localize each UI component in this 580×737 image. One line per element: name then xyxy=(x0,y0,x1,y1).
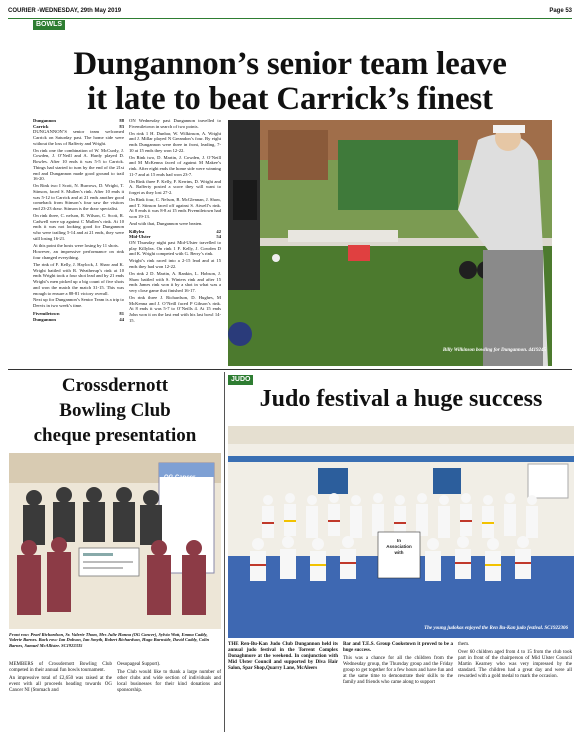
bowls-column-2 xyxy=(129,118,221,325)
issue-date: COURIER -WEDNESDAY, 29th May 2019 xyxy=(8,8,122,14)
headline-line: Bowling Club xyxy=(59,400,171,421)
article-paragraph: This was a chance for all the children from the Wednesday group, the Thursday group and the Friday group to get together for a few hours and have fun and at the same time to demonstrate their skills to the family and friends who came along to support xyxy=(343,655,453,685)
header-rule xyxy=(8,18,572,19)
article-paragraph: And with that, Dungannon were beaten. xyxy=(129,220,203,226)
headline-line-2: it late to beat Carrick’s finest xyxy=(87,81,493,117)
crossdernott-column-1 xyxy=(9,662,112,695)
article-paragraph: On Rink four, C. Nelson, B. McGlennan, J. Shaw, and T. Stinson faced off against S. Atwell’s rink. At 8 ends it was 8-8 at 15 ends Fivemiletown had won 19-13. xyxy=(129,196,221,219)
bowls-photo xyxy=(228,120,552,366)
judo-column-1 xyxy=(228,642,338,674)
sign-line: with xyxy=(394,550,404,555)
page-number: Page 53 xyxy=(549,8,572,14)
article-paragraph: them. xyxy=(458,642,470,647)
article-paragraph: However, an impressive performance on rink four changed everything. xyxy=(33,249,124,261)
article-paragraph: On rink 2 D. Martin, A. Rankin, L. Hobson, J. Shaw battled with S. Winters rink and after 15 ends James rink won it by a shot in what was a very close game that finished 16-17. xyxy=(129,270,221,293)
article-paragraph: Oesopageal Support). xyxy=(117,662,161,667)
sign-line: Association xyxy=(386,544,412,549)
article-paragraph: The Club would like to thank a large number of other clubs and wide section of individuals and local businesses for their kind donations and sponsorship. xyxy=(117,669,221,693)
cheque-photo xyxy=(9,453,221,629)
article-paragraph: On rink one the combination of W. McCurdy, J. Cowden, J. O’Neill and A. Hardy played D. Bowles. After 10 ends it was 5-5 to Carrick. Things had started to turn by the end of the 21st end and Dungannon made good ground to trail 16-20. xyxy=(33,147,124,182)
headline-line: Crossdernott xyxy=(61,375,169,396)
bowls-column-1 xyxy=(33,118,124,322)
score-line: Fivemiletown 81 xyxy=(33,310,124,316)
article-paragraph: THE Ren-Bu-Kan Judo Club Dungannon held its annual judo festival in the Torrent Complex Donaghmore at the weekend. In conjunction with Mid Ulster Council and supported by Diva Hair Salon, Spar Shop,Quarry Lane, McAleers xyxy=(228,642,338,671)
article-paragraph: Bar and T.E.S. Group Cookstown it proved to be a huge success. xyxy=(343,642,453,653)
crossdernott-headline xyxy=(10,373,220,448)
article-paragraph: On Rink two I Scott, N. Burrows, D. Wright, T. Stinson, faced S. Mullen’s rink. After 10 ends it was 5-12 to Carrick and at 21 ends another good comeback from Stinson’s four saw the visitors end 23-23 draw. Stinson is the draw specialist. xyxy=(33,183,124,211)
score-line: Mid-Ulster 54 xyxy=(129,234,221,240)
column-divider xyxy=(224,372,225,732)
judo-photo-caption: The young judokas enjoyed the Ren Bu-Kan judo festival. SC1922306 xyxy=(424,626,568,631)
article-paragraph: ON Thursday night past Mid-Ulster travelled to play Killylea. On rink 1 F. Kelly, J. Cowden D and K. Wright competed with G. Berry’s rink. xyxy=(129,240,221,257)
judo-headline: Judo festival a huge success xyxy=(259,386,543,412)
article-paragraph: DUNGANNON’S senior team welcomed Carrick on Saturday past. The home side were without the loss of Rafferty and Wright. xyxy=(33,129,124,146)
judo-photo-illustration xyxy=(228,426,574,638)
bowls-headline xyxy=(8,47,572,117)
article-paragraph: Next up for Dungannon’s Senior Team is a trip to Dervis in two week’s time. xyxy=(33,297,124,309)
bowls-photo-caption: Billy Wilkinson bowling for Dungannon. 4419245 xyxy=(442,348,546,353)
section-label-bowls: BOWLS xyxy=(33,20,65,30)
article-paragraph: On Rink three F. Kelly, F. Kerrins, D. Wright and A. Rafferty posted a score they will want to forget as they lost 27-2. xyxy=(129,178,221,195)
bowls-photo-illustration xyxy=(228,120,552,366)
crossdernott-column-2 xyxy=(117,662,221,695)
article-paragraph: An impressive total of £2,650 was raised at the event with all proceeds heading towards OG Cancer NI (Stomach and xyxy=(9,675,112,693)
page-header xyxy=(8,6,572,18)
article-paragraph: On rink 1 H. Dunbar, W. Wilkinson, A. Wright and J. Millar played N Greandon’s four. By eight ends Dungannon were three in front, leading, 7-10 at 15 ends they won 12-22. xyxy=(129,130,221,153)
association-sign xyxy=(378,538,420,556)
headline-line-1: Dungannon’s senior team leave xyxy=(73,46,507,82)
cheque-photo-caption: Front row: Pearl Richardson, Sr. Valerie Thom, Mrs Julie Hanna (OG Cancer), Sylvia Watt, Emma Caddy, Valerie Barnes. Back row: Ian Dobson, Ian Smyth, Robert Richardson, Hugo Burnside, David Caddy, Colin Barnes, Samuel McAllister. SC1922335 xyxy=(9,632,210,648)
score-line: Carrick 83 xyxy=(33,123,124,129)
article-paragraph: MEMBERS of Crossdernott Bowling Club competed in their annual fun bowls tournament. xyxy=(9,662,112,673)
article-paragraph: Over 60 children aged from 4 to 15 from the club took part in front of the chairperson of Mid Ulster Council Martin Kearney who was very impressed by the standard. The children had a great day and were all rewarded with a gold medal to mark the occasion. xyxy=(458,649,572,679)
judo-photo xyxy=(228,426,574,638)
headline-line: cheque presentation xyxy=(33,425,197,446)
section-label-judo: JUDO xyxy=(228,375,253,385)
judo-column-3 xyxy=(458,642,572,681)
article-paragraph: The rink of F. Kelly, J. Haylock, J. Shaw and K. Wright battled with R. Weatherup’s rink at 10 ends Wright took a four shot lead and by 21 ends Wright’s men picked up a big count of five shots and won the match the match 31-15. This was enough to ensure a 88-81 victory overall. xyxy=(33,262,124,296)
sign-line: In xyxy=(397,538,401,543)
article-paragraph: ON Wednesday past Dungannon travelled to Fivemiletown in search of two points. xyxy=(129,118,221,129)
article-paragraph: On Rink two, D. Martin, J. Cowden, J. O’Neill and M McKenna faced of against M Makee’s rink. After eight ends the home side were winning 11-7 and at 15 ends had won 23-7. xyxy=(129,154,221,177)
judo-column-2 xyxy=(343,642,453,687)
score-line: Dungannon 88 xyxy=(33,118,124,123)
score-line: Dungannon 44 xyxy=(33,316,124,322)
score-line: Killylea 42 xyxy=(129,228,221,234)
section-divider xyxy=(8,369,572,370)
article-paragraph: At this point the hosts were losing by 11 shots. xyxy=(33,242,119,248)
article-paragraph: On rink three, C. nelson, R. Wilson, C. Scott, R. Cadwell were up against C Mullen’s rink. At 10 ends it was not looking good for Dungannon who were trailing 5-14 and at 21 ends, they were still losing 16-21. xyxy=(33,212,124,241)
banner-label: OG Cancer xyxy=(164,475,196,481)
article-paragraph: On rink three J. Richardson, D. Hughes, M McKenna and J. O’Neill faced P Gibson’s rink. At 8 ends it was 5-7 to O’Neills 4. At 15 ends John won it on the last end with his last bowl 14-15. xyxy=(129,294,221,323)
article-paragraph: Wright’s rink raced into a 2-15 lead and at 15 ends they had won 12-22. xyxy=(129,258,221,269)
